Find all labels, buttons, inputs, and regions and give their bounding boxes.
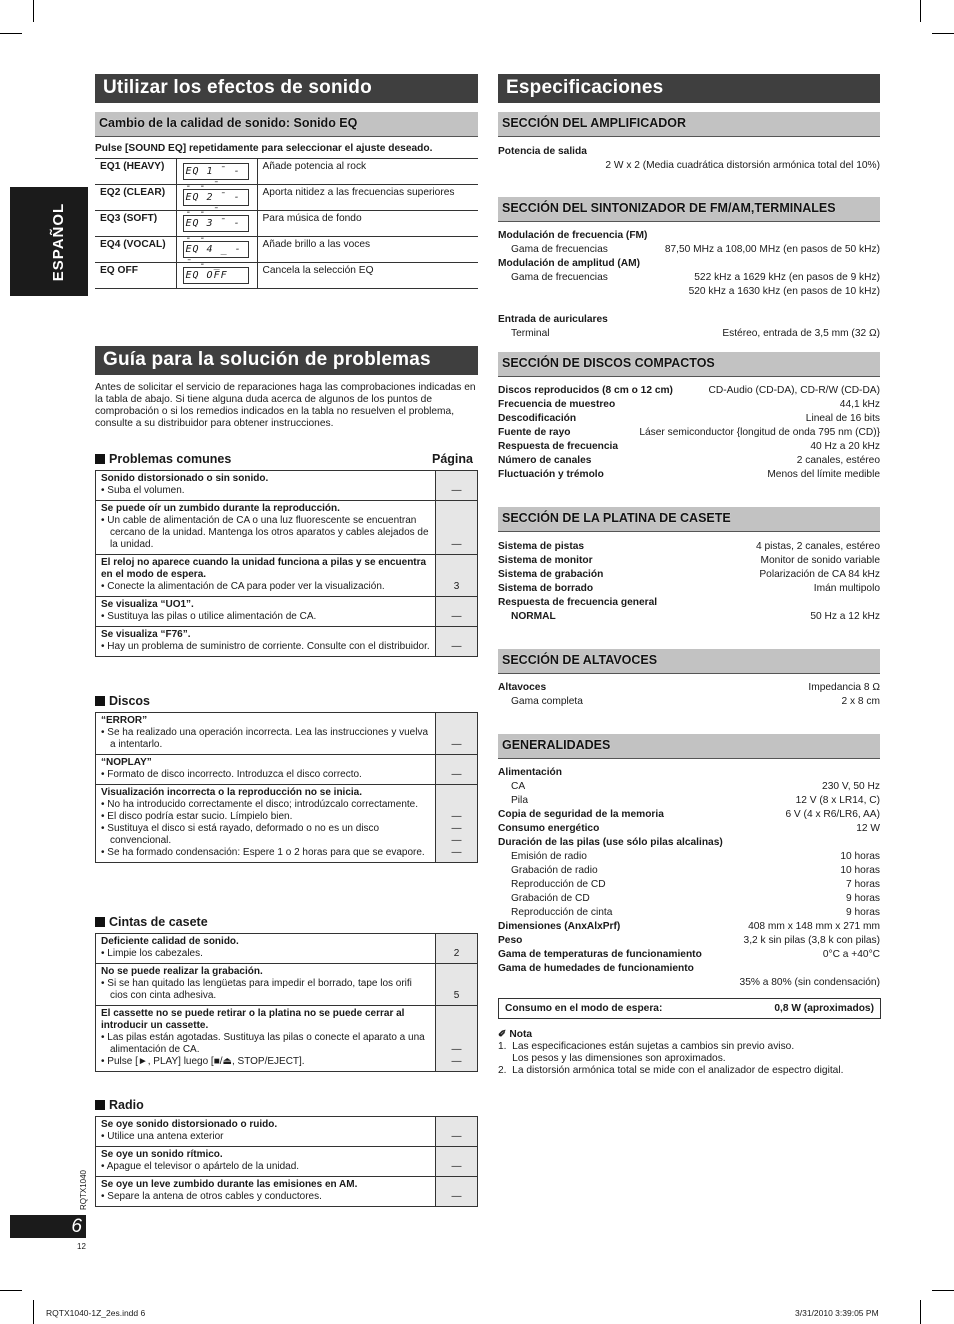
cassette-heading: Cintas de casete [95,915,208,930]
page-ref-cell [436,471,478,501]
eq-instruction: Pulse [SOUND EQ] repetidamente para seleccionar el ajuste deseado. [95,143,433,154]
spec-value: 44,1 kHz [839,399,880,410]
spec-label: Respuesta de frecuencia [498,441,619,452]
discs-heading: Discos [95,694,150,709]
section-title-troubleshooting: Guía para la solución de problemas [95,346,478,375]
language-tab: ESPAÑOL [10,187,88,296]
spec-row [498,935,880,949]
spec-value: Lineal de 16 bits [805,413,880,424]
spec-value: Polarización de CA 84 kHz [759,569,880,580]
page-number-box: 6 [10,1215,86,1238]
crop-mark [920,0,921,22]
spec-label: Descodificación [498,413,577,424]
spec-row [498,469,880,483]
problem-title: Se oye un sonido rítmico. [101,1149,223,1160]
problem-title: Se visualiza “UO1”. [101,599,194,610]
problem-cell [96,1006,436,1072]
remedy-item: • Las pilas están agotadas. Sustituya las pilas o conecte el aparato a una alimentación de CA. [101,1032,425,1055]
eq-display-cell [176,159,257,192]
page-ref: — [451,1131,462,1142]
page-ref-cell [436,555,478,597]
spec-row [498,977,880,991]
standby-label: Consumo en el modo de espera: [505,1003,663,1014]
page-ref-cell [436,1006,478,1072]
document-code: RQTX1040 [79,1169,89,1211]
spec-label: Gama de temperaturas de funcionamiento [498,949,702,960]
spec-value: 50 Hz a 12 kHz [810,611,880,622]
crop-mark [33,1300,34,1324]
standby-consumption-box [498,998,881,1019]
spec-label: Sistema de pistas [498,541,585,552]
eq-description: Cancela la selección EQ [257,263,478,289]
spec-label: Sistema de monitor [498,555,593,566]
spec-row [498,696,880,710]
radio-table [95,1116,478,1207]
spec-row [498,781,880,795]
table-row [96,713,478,755]
spec-label: NORMAL [511,611,556,622]
table-row [96,1147,478,1177]
problem-title: No se puede realizar la grabación. [101,966,263,977]
small-page-number: 12 [77,1242,86,1251]
problem-cell [96,555,436,597]
eq-display: EQ 1 ̄ - - - ̄ [183,163,249,180]
spec-value: CD-Audio (CD-DA), CD-R/W (CD-DA) [708,385,880,396]
crop-mark [932,33,954,34]
standby-value: 0,8 W (aproximados) [774,1003,874,1014]
problem-cell [96,597,436,627]
spec-row [498,682,880,696]
spec-value: 7 horas [846,879,880,890]
problem-title: “ERROR” [101,715,148,726]
page-ref-cell [436,627,478,657]
eq-description: Para música de fondo [257,211,478,237]
amp-label: Potencia de salida [498,146,587,157]
eq-display: EQ 2 ̄ - - - ̄ [183,189,249,206]
spec-label: Grabación de CD [511,893,590,904]
common-problems-table [95,470,478,657]
remedy-item: • Suba el volumen. [101,485,185,496]
eq-table [95,158,478,289]
page-ref: — [451,1044,462,1055]
page-ref: — [451,769,462,780]
discs-table [95,712,478,863]
spec-row [498,272,880,286]
crop-mark [920,1300,921,1324]
problem-cell [96,755,436,785]
remedy-item: • Sustituya el disco si está rayado, deformado o no es un disco convencional. [101,823,380,846]
page-ref: — [451,1056,462,1067]
eq-row [95,185,478,211]
spec-row [498,258,880,272]
spec-value: 10 horas [840,865,880,876]
spec-row [498,314,880,328]
speakers-spec-list [498,682,880,710]
spec-label: Gama completa [511,696,583,707]
spec-value: Impedancia 8 Ω [808,682,880,693]
page-ref: — [451,823,462,834]
spec-row [498,865,880,879]
table-row [96,471,478,501]
spec-value: 3,2 k sin pilas (3,8 k con pilas) [743,935,880,946]
spec-value: 10 horas [840,851,880,862]
crop-mark [0,1290,22,1291]
eq-row [95,237,478,263]
remedy-item: • Se ha formado condensación: Espere 1 o 2 horas para que se evapore. [101,847,425,858]
problem-cell [96,1147,436,1177]
spec-label: Sistema de grabación [498,569,604,580]
spec-row [498,441,880,455]
nota-heading: ✐ Nota [498,1029,533,1040]
general-heading: GENERALIDADES [498,734,880,759]
spec-row [498,230,880,244]
spec-row [498,879,880,893]
spec-label: Reproducción de cinta [511,907,613,918]
remedy-item: • Pulse [►, PLAY] luego [■/⏏, STOP/EJECT]. [101,1056,305,1067]
page-ref: — [451,641,462,652]
section-title-specs: Especificaciones [498,74,880,103]
problem-title: Se puede oír un zumbido durante la reproducción. [101,503,340,514]
spec-row [498,541,880,555]
spec-row [498,300,880,314]
problem-title: El reloj no aparece cuando la unidad funciona a pilas y se encuentra en el modo de espera. [101,557,427,580]
spec-label: Altavoces [498,682,547,693]
eq-mode-name: EQ1 (HEAVY) [95,159,176,185]
page-ref-cell [436,1147,478,1177]
remedy-item: • Apague el televisor o apártelo de la unidad. [101,1161,300,1172]
speakers-heading: SECCIÓN DE ALTAVOCES [498,649,880,674]
spec-value: 9 horas [846,907,880,918]
eq-row [95,159,478,185]
problem-cell [96,785,436,863]
eq-row [95,263,478,289]
note-icon: ✐ [498,1029,507,1040]
page-ref-cell [436,1177,478,1207]
eq-mode-name: EQ2 (CLEAR) [95,185,176,211]
page-ref: — [451,1161,462,1172]
page-column-label: Página [432,452,473,466]
table-row [96,1177,478,1207]
problem-title: Se visualiza “F76”. [101,629,191,640]
spec-row [498,921,880,935]
remedy-item: • Si se han quitado las lengüetas para impedir el borrado, tape los orifi cios con cinta adhesiva. [101,978,412,1001]
page-ref: — [451,847,462,858]
problem-cell [96,1117,436,1147]
spec-value: 6 V (4 x R6/LR6, AA) [785,809,880,820]
spec-value: 12 W [856,823,880,834]
table-row [96,555,478,597]
spec-value: 9 horas [846,893,880,904]
problem-title: Deficiente calidad de sonido. [101,936,239,947]
spec-row [498,427,880,441]
eq-row [95,211,478,237]
footer-timestamp: 3/31/2010 3:39:05 PM [795,1308,879,1318]
spec-row [498,244,880,258]
remedy-item: • Utilice una antena exterior [101,1131,224,1142]
subtitle-eq: Cambio de la calidad de sonido: Sonido EQ [95,112,478,137]
table-row [96,627,478,657]
spec-value: 522 kHz a 1629 kHz (en pasos de 9 kHz) [694,272,880,283]
spec-value: 408 mm x 148 mm x 271 mm [748,921,880,932]
spec-row [498,851,880,865]
crop-mark [0,33,22,34]
spec-label: Emisión de radio [511,851,587,862]
page-ref: 3 [453,581,460,592]
spec-label: Grabación de radio [511,865,598,876]
deck-heading: SECCIÓN DE LA PLATINA DE CASETE [498,507,880,532]
spec-label: Número de canales [498,455,592,466]
page-ref-cell [436,1117,478,1147]
problem-cell [96,934,436,964]
table-row [96,1006,478,1072]
page-ref-cell [436,755,478,785]
remedy-item: • Formato de disco incorrecto. Introduzca el disco correcto. [101,769,362,780]
spec-row [498,286,880,300]
page-ref-cell [436,713,478,755]
spec-value: 87,50 MHz a 108,00 MHz (en pasos de 50 kHz) [664,244,880,255]
note-line: 2. La distorsión armónica total se mide con el analizador de espectro digital. [498,1065,844,1076]
remedy-item: • Se ha realizado una operación incorrecta. Lea las instrucciones y vuelva a intentarlo. [101,727,429,750]
spec-value: 520 kHz a 1630 kHz (en pasos de 10 kHz) [688,286,880,297]
spec-label: Respuesta de frecuencia general [498,597,658,608]
cassette-table [95,933,478,1072]
page-ref: — [451,811,462,822]
spec-label: Entrada de auriculares [498,314,608,325]
spec-label: Gama de frecuencias [511,244,608,255]
spec-value: 2 canales, estéreo [796,455,880,466]
spec-label: CA [511,781,526,792]
spec-row [498,809,880,823]
table-row [96,785,478,863]
spec-row [498,455,880,469]
table-row [96,501,478,555]
section-title-effects: Utilizar los efectos de sonido [95,74,478,103]
page-ref: — [451,1191,462,1202]
spec-label: Pila [511,795,528,806]
common-problems-heading: Problemas comunes [95,452,231,467]
spec-value: 35% a 80% (sin condensación) [739,977,880,988]
cd-spec-list [498,385,880,483]
page-ref: — [451,611,462,622]
problem-cell [96,471,436,501]
spec-value: Menos del límite medible [767,469,880,480]
amp-value: 2 W x 2 (Media cuadrática distorsión armónica total del 10%) [605,160,880,171]
page-ref: — [451,739,462,750]
page-ref: 5 [453,990,460,1001]
troubleshooting-intro: Antes de solicitar el servicio de reparaciones haga las comprobaciones indicadas en la tabla de abajo. Si tiene alguna duda acerca de algunos de los puntos de comprobación o si los remedios indicados en la tabla no resuelven el problema, consulte a su distribuidor para obtener instrucciones. [95,382,476,429]
page-ref: — [451,539,462,550]
problem-cell [96,964,436,1006]
spec-label: Dimensiones (AnxAlxPrf) [498,921,621,932]
spec-row [498,399,880,413]
tuner-heading: SECCIÓN DEL SINTONIZADOR DE FM/AM,TERMINALES [498,197,880,222]
footer-filename: RQTX1040-1Z_2es.indd 6 [46,1308,146,1318]
spec-row [498,893,880,907]
page-ref-cell [436,597,478,627]
crop-mark [932,1290,954,1291]
problem-title: Sonido distorsionado o sin sonido. [101,473,269,484]
problem-cell [96,627,436,657]
spec-label: Modulación de amplitud (AM) [498,258,641,269]
remedy-item: • Sustituya las pilas o utilice alimentación de CA. [101,611,317,622]
spec-label: Peso [498,935,523,946]
page-ref: — [451,485,462,496]
spec-value: Láser semiconductor {longitud de onda 795 nm (CD)} [639,427,880,438]
spec-row [498,328,880,342]
problem-cell [96,501,436,555]
eq-mode-name: EQ OFF [95,263,176,289]
spec-value: 40 Hz a 20 kHz [810,441,880,452]
eq-display: EQ 3 ̄ - - - [183,215,249,232]
spec-row [498,413,880,427]
amp-heading: SECCIÓN DEL AMPLIFICADOR [498,112,880,137]
spec-label: Consumo energético [498,823,600,834]
deck-spec-list [498,541,880,625]
cd-heading: SECCIÓN DE DISCOS COMPACTOS [498,352,880,377]
table-row [96,964,478,1006]
spec-value: Monitor de sonido variable [760,555,880,566]
spec-value: Estéreo, entrada de 3,5 mm (32 Ω) [722,328,880,339]
spec-label: Gama de frecuencias [511,272,608,283]
table-row [96,934,478,964]
spec-label: Terminal [511,328,550,339]
page-ref: 2 [453,948,460,959]
page-ref-cell [436,934,478,964]
problem-cell [96,1177,436,1207]
radio-heading: Radio [95,1098,144,1113]
eq-display: EQ OFF [183,267,249,284]
eq-description: Añade brillo a las voces [257,237,478,263]
eq-display: EQ 4 _ - ̄ - _ [183,241,249,258]
eq-mode-name: EQ3 (SOFT) [95,211,176,237]
spec-value: 230 V, 50 Hz [822,781,880,792]
spec-label: Alimentación [498,767,562,778]
spec-row [498,907,880,921]
notes-list [498,1041,843,1077]
tuner-spec-list [498,230,880,342]
spec-row [498,583,880,597]
page-ref-cell [436,785,478,863]
problem-title: Se oye un leve zumbido durante las emisiones en AM. [101,1179,358,1190]
note-line: Los pesos y las dimensiones son aproximados. [498,1053,726,1064]
spec-row [498,837,880,851]
spec-label: Copia de seguridad de la memoria [498,809,664,820]
notes-block [498,1029,843,1077]
general-spec-list [498,767,880,991]
eq-description: Añade potencia al rock [257,159,478,185]
table-row [96,1117,478,1147]
spec-row [498,795,880,809]
spec-row [498,949,880,963]
remedy-item: • El disco podría estar sucio. Límpielo bien. [101,811,293,822]
spec-label: Gama de humedades de funcionamiento [498,963,694,974]
page-ref-cell [436,964,478,1006]
spec-row [498,597,880,611]
remedy-item: • Conecte la alimentación de CA para poder ver la visualización. [101,581,385,592]
eq-description: Aporta nitidez a las frecuencias superiores [257,185,478,211]
spec-label: Reproducción de CD [511,879,606,890]
spec-row [498,555,880,569]
eq-mode-name: EQ4 (VOCAL) [95,237,176,263]
problem-title: Visualización incorrecta o la reproducción no se inicia. [101,787,363,798]
spec-value: Imán multipolo [813,583,880,594]
remedy-item: • Limpie los cabezales. [101,948,203,959]
spec-row [498,385,880,399]
problem-title: El cassette no se puede retirar o la platina no se puede cerrar al introducir un cassette. [101,1008,405,1031]
problem-title: “NOPLAY” [101,757,152,768]
spec-label: Fuente de rayo [498,427,571,438]
page-ref-cell [436,501,478,555]
spec-label: Frecuencia de muestreo [498,399,616,410]
page-ref: — [451,835,462,846]
spec-row [498,611,880,625]
spec-row [498,823,880,837]
problem-cell [96,713,436,755]
spec-row [498,569,880,583]
table-row [96,597,478,627]
spec-value: 12 V (8 x LR14, C) [795,795,880,806]
spec-label: Fluctuación y trémolo [498,469,604,480]
spec-label: Sistema de borrado [498,583,594,594]
table-row [96,755,478,785]
spec-value: 2 x 8 cm [841,696,880,707]
spec-value: 0°C a +40°C [822,949,880,960]
spec-label: Discos reproducidos (8 cm o 12 cm) [498,385,673,396]
spec-row [498,963,880,977]
problem-title: Se oye sonido distorsionado o ruido. [101,1119,278,1130]
crop-mark [33,0,34,22]
remedy-item: • No ha introducido correctamente el disco; introdúzcalo correctamente. [101,799,418,810]
remedy-item: • Separe la antena de otros cables y conductores. [101,1191,322,1202]
note-line: 1. Las especificaciones están sujetas a cambios sin previo aviso. [498,1041,795,1052]
spec-label: Modulación de frecuencia (FM) [498,230,648,241]
spec-row [498,767,880,781]
spec-value: 4 pistas, 2 canales, estéreo [755,541,880,552]
remedy-item: • Un cable de alimentación de CA o una luz fluorescente se encuentran cercano de la unidad. Mantenga los otros aparatos y cables alejados de la unidad. [101,515,429,550]
spec-label: Duración de las pilas (use sólo pilas alcalinas) [498,837,723,848]
remedy-item: • Hay un problema de suministro de corriente. Consulte con el distribuidor. [101,641,430,652]
